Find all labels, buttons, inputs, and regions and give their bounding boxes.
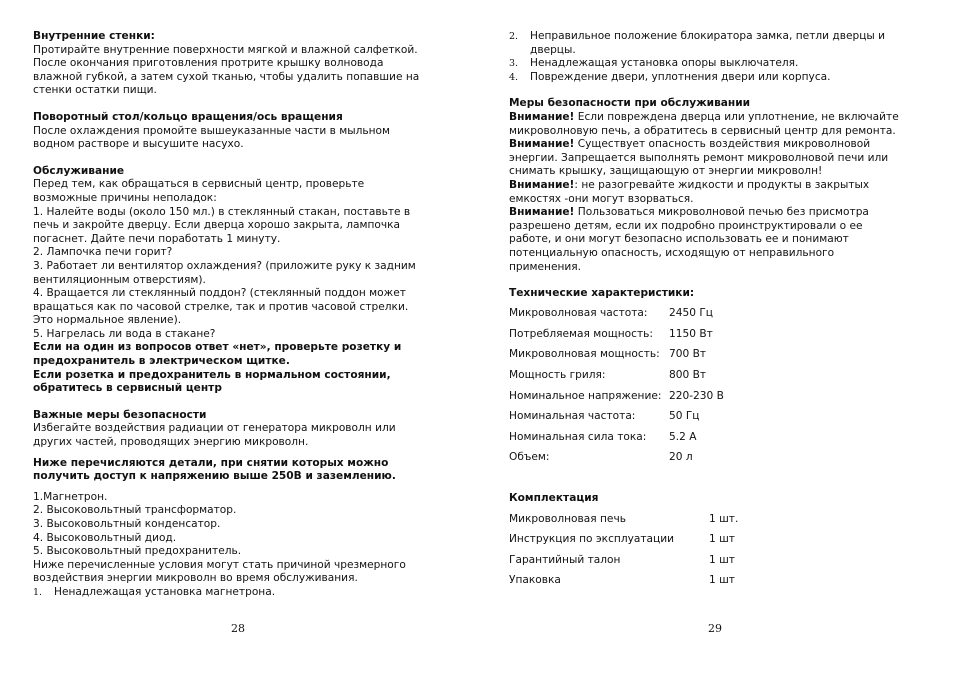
- spec-value: 800 Вт: [669, 368, 707, 381]
- spec-key: Номинальная частота:: [509, 410, 636, 423]
- text-line: других частей, проводящих энергию микроволн.: [33, 436, 309, 449]
- spec-key: Потребляемая мощность:: [509, 327, 653, 340]
- spec-value: 5.2 А: [669, 430, 697, 443]
- section-title-kit: Комплектация: [509, 492, 599, 505]
- text-line: микроволновую печь, а обратитесь в сервисный центр для ремонта.: [509, 124, 896, 137]
- section-title-safety: Важные меры безопасности: [33, 408, 207, 421]
- section-title-inner-walls: Внутренние стенки:: [33, 30, 155, 42]
- condition-number: 1.: [33, 586, 43, 598]
- kit-qty: 1 шт: [709, 574, 735, 587]
- kit-item: Упаковка: [509, 574, 561, 587]
- condition-text: Неправильное положение блокиратора замка, петли дверцы и: [530, 30, 886, 42]
- condition-item: [509, 57, 925, 71]
- condition-item: [33, 586, 443, 600]
- text-line: Перед тем, как обращаться в сервисный центр, проверьте: [33, 178, 365, 191]
- text-line: стенки остатки пищи.: [33, 84, 157, 97]
- kit-qty: 1 шт.: [709, 512, 739, 525]
- condition-item: [509, 71, 925, 85]
- spec-value: 50 Гц: [669, 410, 700, 423]
- spec-row: [509, 365, 925, 386]
- spec-row: [509, 345, 925, 366]
- text-line: возможные причины неполадок:: [33, 191, 217, 204]
- condition-item: [509, 30, 925, 57]
- text-line: 2. Лампочка печи горит?: [33, 246, 173, 259]
- bold-line: получить доступ к напряжению выше 250В и заземлению.: [33, 470, 396, 483]
- text-line: Избегайте воздействия радиации от генератора микроволн или: [33, 422, 396, 435]
- text-line: энергии. Запрещается выполнять ремонт микроволновой печи или: [509, 151, 889, 164]
- page-number-left: 28: [231, 622, 245, 635]
- kit-row: [509, 509, 925, 530]
- text-line: погаснет. Дайте печи поработать 1 минуту.: [33, 232, 281, 245]
- section-title-turntable: Поворотный стол/кольцо вращения/ось вращения: [33, 110, 343, 123]
- condition-text: Ненадлежащая установка опоры выключателя.: [530, 57, 799, 70]
- spec-key: Мощность гриля:: [509, 368, 606, 381]
- part-item: 5. Высоковольтный предохранитель.: [33, 545, 242, 558]
- spec-row: [509, 427, 925, 448]
- text-line: емкостях -они могут взорваться.: [509, 192, 694, 205]
- text-line: воздействия энергии микроволн во время обслуживания.: [33, 572, 358, 585]
- kit-row: [509, 550, 925, 571]
- bold-line: Если на один из вопросов ответ «нет», проверьте розетку и: [33, 341, 402, 354]
- text-line: вращаться как по часовой стрелке, так и против часовой стрелки.: [33, 300, 409, 313]
- condition-text: Повреждение двери, уплотнения двери или корпуса.: [530, 70, 831, 83]
- spec-row: [509, 448, 925, 469]
- warning-text: Существует опасность воздействия микроволновой: [574, 138, 871, 151]
- kit-qty: 1 шт: [709, 533, 735, 546]
- kit-item: Микроволновая печь: [509, 512, 626, 525]
- text-line: Протирайте внутренние поверхности мягкой и влажной салфеткой.: [33, 43, 418, 56]
- text-line: влажной губкой, а затем сухой тканью, чтобы удалить попавшие на: [33, 70, 420, 83]
- warning-2: [509, 138, 925, 152]
- kit-item: Гарантийный талон: [509, 553, 621, 566]
- section-title-service-safety: Меры безопасности при обслуживании: [509, 97, 751, 110]
- text-line: разрешено детям, если их подробно проинструктировали о ее: [509, 219, 863, 232]
- condition-number: 2.: [509, 31, 519, 42]
- page-number-right: 29: [708, 622, 722, 635]
- kit-item: Инструкция по эксплуатации: [509, 533, 674, 546]
- warning-text: : не разогревайте жидкости и продукты в закрытых: [574, 178, 870, 191]
- warning-text: Если повреждена дверца или уплотнение, не включайте: [574, 110, 899, 123]
- spec-row: [509, 386, 925, 407]
- spec-key: Микроволновая частота:: [509, 307, 648, 320]
- kit-qty: 1 шт: [709, 553, 735, 566]
- text-line: 5. Нагрелась ли вода в стакане?: [33, 327, 216, 340]
- spec-key: Объем:: [509, 451, 550, 464]
- part-item: 1.Магнетрон.: [33, 490, 108, 503]
- text-line: Это нормальное явление).: [33, 314, 182, 327]
- text-line: 1. Налейте воды (около 150 мл.) в стеклянный стакан, поставьте в: [33, 205, 411, 218]
- text-line: После окончания приготовления протрите крышку волновода: [33, 57, 384, 70]
- kit-row: [509, 530, 925, 551]
- section-title-maintenance: Обслуживание: [33, 164, 125, 177]
- warning-3: [509, 179, 925, 193]
- part-item: 4. Высоковольтный диод.: [33, 531, 177, 544]
- condition-number: 3.: [509, 58, 519, 70]
- text-line: вентиляционным отверстиям).: [33, 273, 206, 286]
- spec-key: Номинальная сила тока:: [509, 430, 647, 443]
- part-item: 2. Высоковольтный трансформатор.: [33, 504, 237, 517]
- spec-key: Микроволновая мощность:: [509, 348, 660, 361]
- warning-label: Внимание!: [509, 138, 575, 151]
- spec-value: 2450 Гц: [669, 307, 713, 320]
- text-line: печь и закройте дверцу. Если дверца хорошо закрыта, лампочка: [33, 219, 401, 232]
- text-line: После охлаждения промойте вышеуказанные части в мыльном: [33, 124, 391, 137]
- warning-label: Внимание!: [509, 178, 575, 191]
- spec-value: 700 Вт: [669, 348, 707, 361]
- condition-number: 4.: [509, 71, 519, 83]
- condition-text: Ненадлежащая установка магнетрона.: [54, 585, 276, 598]
- part-item: 3. Высоковольтный конденсатор.: [33, 518, 221, 530]
- warning-text: Пользоваться микроволновой печью без присмотра: [574, 206, 869, 219]
- bold-line: Если розетка и предохранитель в нормальном состоянии,: [33, 368, 391, 381]
- warning-label: Внимание!: [509, 110, 575, 123]
- text-line: 3. Работает ли вентилятор охлаждения? (приложите руку к задним: [33, 259, 416, 272]
- text-line: снимать крышку, защищающую от энергии микроволн!: [509, 165, 823, 178]
- spec-row: [509, 304, 925, 325]
- spec-value: 1150 Вт: [669, 327, 713, 340]
- left-page: [33, 30, 443, 600]
- spec-key: Номинальное напряжение:: [509, 389, 662, 402]
- warning-label: Внимание!: [509, 206, 575, 219]
- condition-text: дверцы.: [530, 43, 576, 56]
- text-line: водном растворе и высушите насухо.: [33, 138, 244, 151]
- text-line: Ниже перечисленные условия могут стать причиной чрезмерного: [33, 558, 406, 571]
- bold-line: предохранитель в электрическом щитке.: [33, 355, 290, 368]
- text-line: работе, и они могут безопасно использовать ее и понимают: [509, 233, 849, 246]
- warning-4: [509, 206, 925, 220]
- right-page: [509, 30, 925, 591]
- spec-value: 220-230 В: [669, 389, 724, 402]
- section-title-specs: Технические характеристики:: [509, 287, 695, 300]
- text-line: 4. Вращается ли стеклянный поддон? (стеклянный поддон может: [33, 287, 406, 300]
- spec-row: [509, 324, 925, 345]
- spec-value: 20 л: [669, 451, 693, 464]
- bold-line: обратитесь в сервисный центр: [33, 382, 222, 395]
- kit-row: [509, 571, 925, 592]
- text-line: потенциальную опасность, исходящую от неправильного: [509, 246, 835, 259]
- text-line: применения.: [509, 260, 582, 273]
- warning-1: [509, 111, 925, 125]
- bold-line: Ниже перечисляются детали, при снятии которых можно: [33, 456, 389, 469]
- spec-row: [509, 407, 925, 428]
